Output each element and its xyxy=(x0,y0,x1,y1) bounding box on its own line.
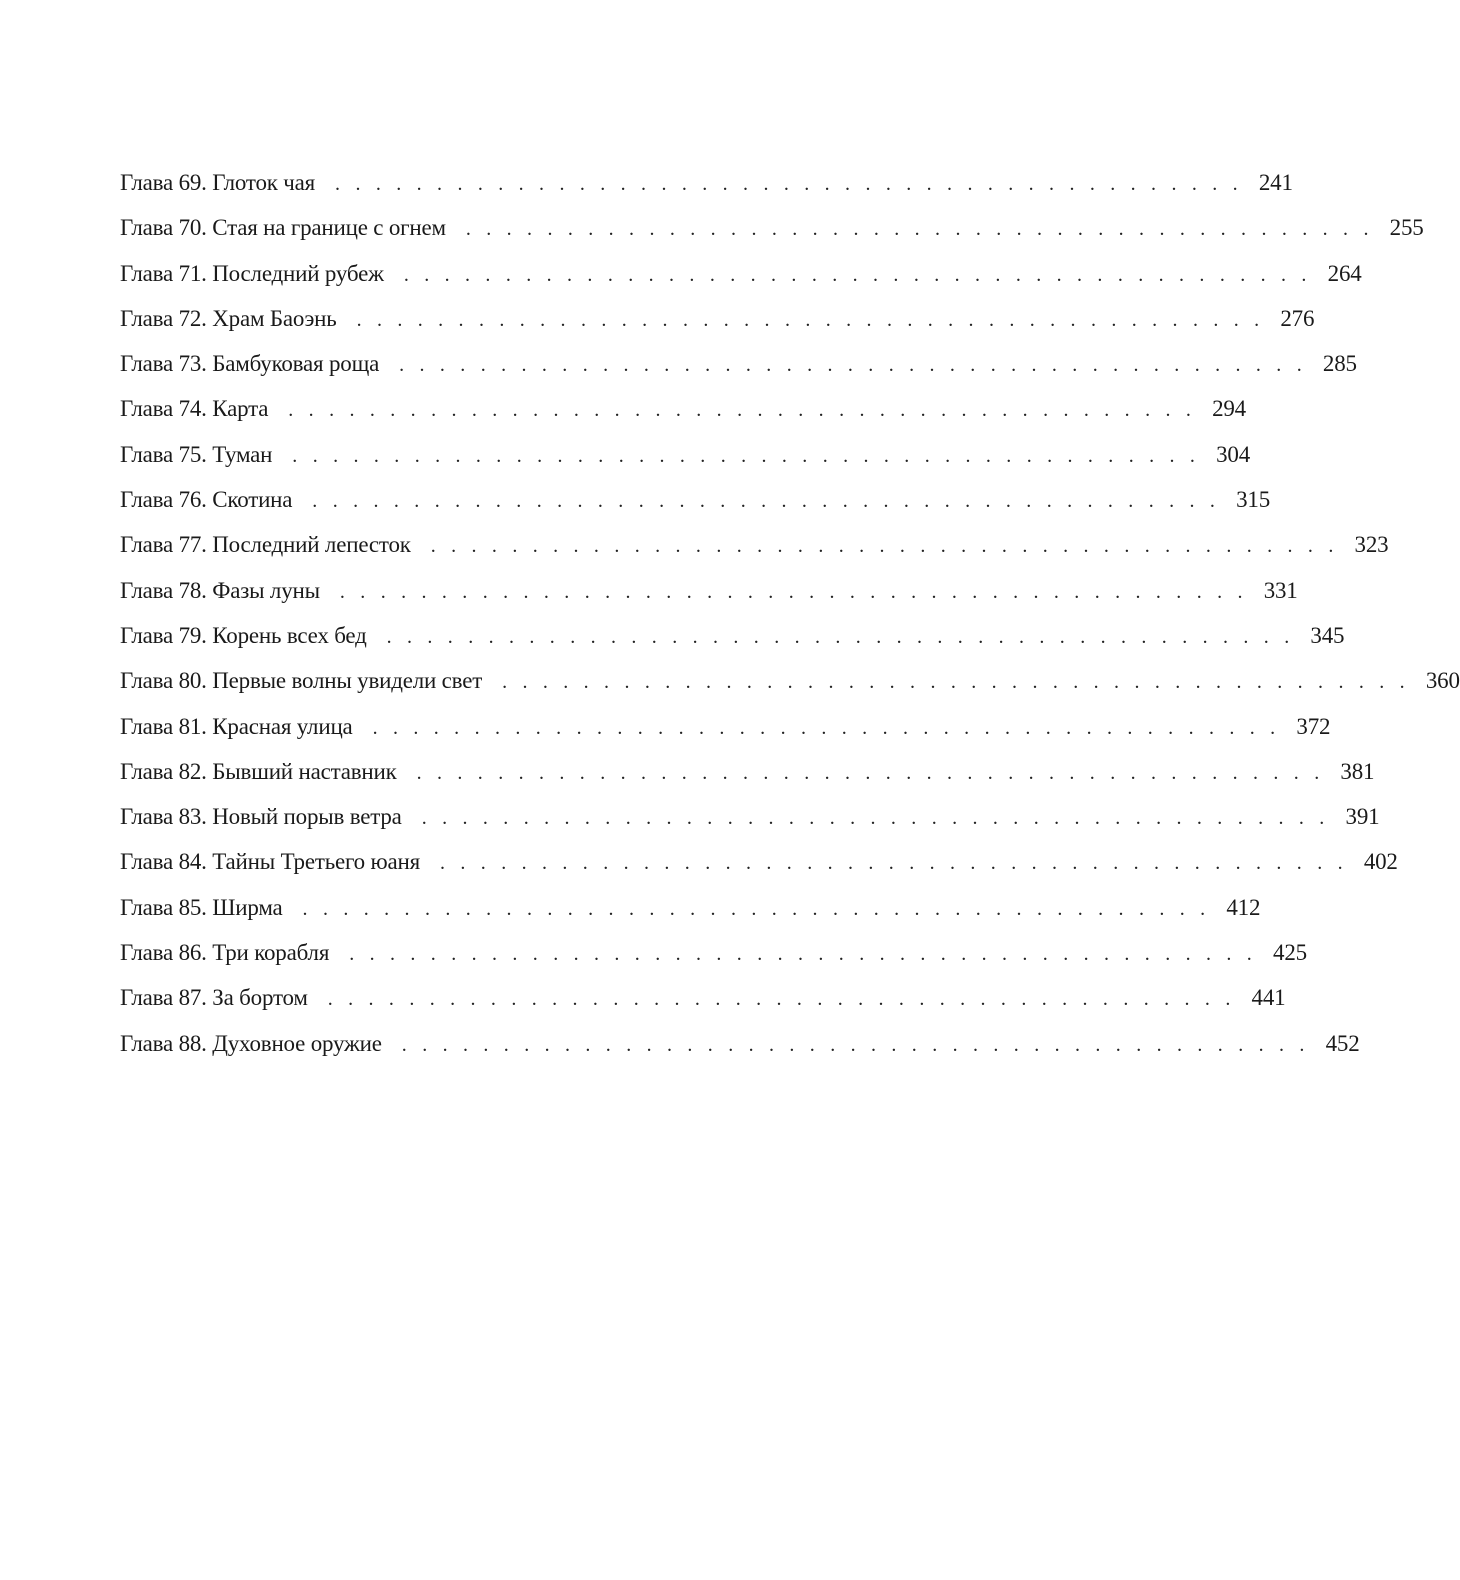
page-number: 402 xyxy=(1363,849,1398,875)
page-number: 255 xyxy=(1389,215,1424,241)
toc-entry[interactable] xyxy=(120,386,1246,431)
dot-leader: . . . . . . . . . . . . . . . . . . . . . . . . . . . . . . . . . . . . . . . . . . . . . xyxy=(430,535,1339,558)
toc-entry[interactable] xyxy=(120,749,1375,794)
chapter-title: Глава 82. Бывший наставник xyxy=(120,758,397,784)
chapter-title: Глава 74. Карта xyxy=(120,396,269,422)
toc-entry[interactable] xyxy=(120,658,1460,703)
page-number: 315 xyxy=(1236,487,1271,513)
dot-leader: . . . . . . . . . . . . . . . . . . . . . . . . . . . . . . . . . . . . . . . . . . . . . xyxy=(302,897,1211,920)
page-number: 331 xyxy=(1263,577,1298,603)
toc-entry[interactable] xyxy=(120,839,1398,884)
chapter-title: Глава 78. Фазы луны xyxy=(120,577,320,603)
dot-leader: . . . . . . . . . . . . . . . . . . . . . . . . . . . . . . . . . . . . . . . . . . . . . xyxy=(356,308,1265,331)
page-number: 452 xyxy=(1325,1030,1360,1056)
dot-leader: . . . . . . . . . . . . . . . . . . . . . . . . . . . . . . . . . . . . . . . . . . . . . xyxy=(312,490,1221,513)
chapter-title: Глава 75. Туман xyxy=(120,441,273,467)
chapter-title: Глава 72. Храм Баоэнь xyxy=(120,305,337,331)
page-number: 241 xyxy=(1258,170,1293,195)
dot-leader: . . . . . . . . . . . . . . . . . . . . . . . . . . . . . . . . . . . . . . . . . . . . . xyxy=(465,218,1374,241)
page-number: 425 xyxy=(1273,940,1307,966)
chapter-title: Глава 76. Скотина xyxy=(120,487,293,513)
chapter-title: Глава 83. Новый порыв ветра xyxy=(120,804,402,830)
toc-entry[interactable] xyxy=(120,296,1315,341)
dot-leader: . . . . . . . . . . . . . . . . . . . . . . . . . . . . . . . . . . . . . . . . . . . . . xyxy=(292,444,1201,467)
chapter-title: Глава 70. Стая на границе с огнем xyxy=(120,215,446,241)
chapter-title: Глава 85. Ширма xyxy=(120,894,283,920)
toc-entry[interactable] xyxy=(120,975,1286,1020)
toc-entry[interactable] xyxy=(120,522,1389,567)
chapter-title: Глава 88. Духовное оружие xyxy=(120,1030,382,1056)
chapter-title: Глава 86. Три корабля xyxy=(120,940,330,966)
toc-entry[interactable] xyxy=(120,885,1261,930)
page-number: 391 xyxy=(1345,804,1380,830)
page-number: 323 xyxy=(1354,532,1389,558)
chapter-title: Глава 87. За бортом xyxy=(120,985,308,1011)
dot-leader: . . . . . . . . . . . . . . . . . . . . . . . . . . . . . . . . . . . . . . . . . . . . . xyxy=(416,761,1325,784)
dot-leader: . . . . . . . . . . . . . . . . . . . . . . . . . . . . . . . . . . . . . . . . . . . . . xyxy=(403,263,1312,286)
page-number: 276 xyxy=(1280,305,1315,331)
page-number: 381 xyxy=(1340,758,1375,784)
toc-entry[interactable] xyxy=(120,704,1331,749)
chapter-title: Глава 71. Последний рубеж xyxy=(120,260,384,286)
page-number: 441 xyxy=(1251,985,1286,1011)
dot-leader: . . . . . . . . . . . . . . . . . . . . . . . . . . . . . . . . . . . . . . . . . . . . . xyxy=(327,988,1236,1011)
dot-leader: . . . . . . . . . . . . . . . . . . . . . . . . . . . . . . . . . . . . . . . . . . . . . xyxy=(399,354,1307,377)
dot-leader: . . . . . . . . . . . . . . . . . . . . . . . . . . . . . . . . . . . . . . . . . . . . . xyxy=(502,671,1410,694)
toc-entry[interactable] xyxy=(120,432,1251,477)
page-number: 304 xyxy=(1216,441,1251,467)
page-number: 285 xyxy=(1322,351,1357,377)
chapter-title: Глава 73. Бамбуковая роща xyxy=(120,351,380,377)
toc-entry[interactable] xyxy=(120,251,1362,296)
page-number: 360 xyxy=(1425,668,1460,694)
toc-entry[interactable] xyxy=(120,477,1271,522)
dot-leader: . . . . . . . . . . . . . . . . . . . . . . . . . . . . . . . . . . . . . . . . . . . . . xyxy=(339,580,1248,603)
toc-entry[interactable] xyxy=(120,160,1293,205)
page-number: 264 xyxy=(1327,260,1362,286)
dot-leader: . . . . . . . . . . . . . . . . . . . . . . . . . . . . . . . . . . . . . . . . . . . . . xyxy=(386,625,1295,648)
page-number: 372 xyxy=(1296,713,1331,739)
dot-leader: . . . . . . . . . . . . . . . . . . . . . . . . . . . . . . . . . . . . . . . . . . . . . xyxy=(372,716,1281,739)
toc-entry[interactable] xyxy=(120,205,1424,250)
page-number: 294 xyxy=(1212,396,1246,422)
page-number: 412 xyxy=(1226,894,1261,920)
chapter-title: Глава 81. Красная улица xyxy=(120,713,353,739)
chapter-title: Глава 69. Глоток чая xyxy=(120,170,316,195)
chapter-title: Глава 84. Тайны Третьего юаня xyxy=(120,849,420,875)
toc-entry[interactable] xyxy=(120,1021,1360,1066)
toc-entry[interactable] xyxy=(120,568,1298,613)
dot-leader: . . . . . . . . . . . . . . . . . . . . . . . . . . . . . . . . . . . . . . . . . . . . . xyxy=(335,173,1243,195)
dot-leader: . . . . . . . . . . . . . . . . . . . . . . . . . . . . . . . . . . . . . . . . . . . . . xyxy=(401,1033,1310,1056)
dot-leader: . . . . . . . . . . . . . . . . . . . . . . . . . . . . . . . . . . . . . . . . . . . . . xyxy=(440,852,1348,875)
chapter-title: Глава 80. Первые волны увидели свет xyxy=(120,668,483,694)
table-of-contents xyxy=(120,160,1460,1066)
page-number: 345 xyxy=(1310,622,1345,648)
dot-leader: . . . . . . . . . . . . . . . . . . . . . . . . . . . . . . . . . . . . . . . . . . . . . xyxy=(349,943,1258,966)
chapter-title: Глава 77. Последний лепесток xyxy=(120,532,411,558)
toc-entry[interactable] xyxy=(120,341,1357,386)
dot-leader: . . . . . . . . . . . . . . . . . . . . . . . . . . . . . . . . . . . . . . . . . . . . . xyxy=(421,807,1330,830)
toc-entry[interactable] xyxy=(120,794,1380,839)
toc-entry[interactable] xyxy=(120,613,1345,658)
toc-entry[interactable] xyxy=(120,930,1307,975)
dot-leader: . . . . . . . . . . . . . . . . . . . . . . . . . . . . . . . . . . . . . . . . . . . . . xyxy=(288,399,1197,422)
chapter-title: Глава 79. Корень всех бед xyxy=(120,622,367,648)
